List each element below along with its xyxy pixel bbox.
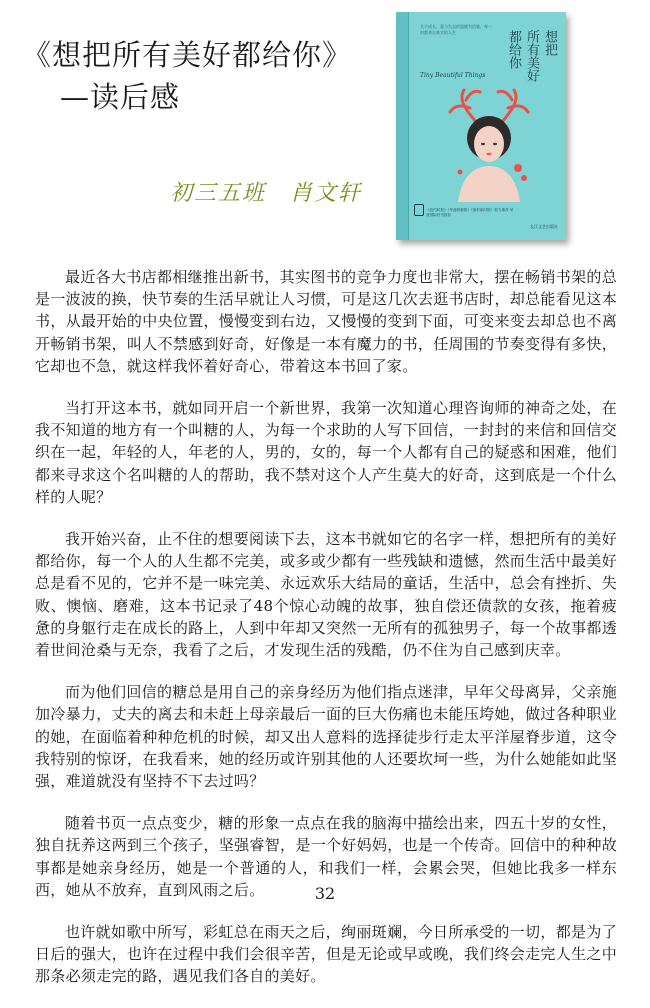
cover-title-col-2: 所有美好	[524, 30, 539, 82]
paragraph: 而为他们回信的糖总是用自己的亲身经历为他们指点迷津，早年父母离异，父亲施加冷暴力，丈夫的离去和未赶上母亲最后一面的巨大伤痛也未能压垮她，做过各种职业的她，在面临着种种危机的时候，却又出人意料的选择徒步行走太平洋屋脊步道，这令我特别的惊讶，在我看来，她的经历或许别其他的人还要坎坷一些，为什么她能如此坚强，难道就没有坚持不下去过吗？	[35, 683, 617, 791]
cover-bottom-text: 《纽约时报》《华盛顿邮报》《洛杉矶时报》强力推荐 荣获国际好书推荐	[426, 208, 514, 217]
cover-girl-illustration	[436, 82, 546, 202]
cover-title-col-3: 都给你	[506, 30, 521, 69]
cover-english-title: Tiny Beautiful Things	[420, 72, 486, 79]
paragraph: 随着书页一点点变少，糖的形象一点点在我的脑海中描绘出来，四五十岁的女性，独自抚养这两到三个孩子，坚强睿智，是一个好妈妈，也是一个传奇。回信中的种种故事都是她亲身经历，她是一个普通的人，和我们一样，会累会哭，但她比我多一样东西，她从不放弃，直到风雨之后。	[35, 814, 617, 899]
title-line-1: 《想把所有美好都给你》	[22, 38, 353, 72]
cover-title-col-1: 想把	[542, 30, 557, 56]
paragraph: 当打开这本书，就如同开启一个新世界，我第一次知道心理咨询师的神奇之处，在我不知道的地方有一个叫糖的人，为每一个求助的人写下回信，一封封的来信和回信交织在一起，年轻的人，年老的人，男的，女的，每一个人都有自己的疑惑和困难，他们都来寻求这个名叫糖的人的帮助，我不禁对这个人产生莫大的好奇，这到底是一个什么样的人呢？	[35, 399, 617, 506]
paragraph: 也许就如歌中所写，彩虹总在雨天之后，绚丽斑斓，今日所承受的一切，都是为了日后的强大，也许在过程中我们会很辛苦，但是无论或早或晚，我们终会走完人生之中那条必须走完的路，遇见我们各自的美好。	[35, 923, 617, 986]
paragraph: 我开始兴奋，止不住的想要阅读下去，这本书就如它的名字一样，想把所有的美好都给你，每一个人的人生都不完美，或多或少都有一些残缺和遗憾，然而生活中最美好总是看不见的，它并不是一味完美、永远欢乐大结局的童话，生活中，总会有挫折、失败、懊恼、磨难，这本书记录了48个惊心动魄的故事，独自偿还债款的女孩，拖着疲惫的身躯行走在成长的路上，人到中年却又突然一无所有的孤独男子，每一个故事都透着世间沧桑与无奈，我看了之后，才发现生活的残酷，仍不住为自己感到庆幸。	[35, 530, 617, 660]
paragraph: 最近各大书店都相继推出新书，其实图书的竞争力度也非常大，摆在畅销书架的总是一波波的换，快节奏的生活早就让人习惯，可是这几次去逛书店时，却总能看见这本书，从最开始的中央位置，慢慢变到右边，又慢慢的变到下面，可变来变去却总也不离开畅销书架，叫人不禁感到好奇，好像是一本有魔力的书，任周围的节奏变得有多快，它却也不急，就这样我怀着好奇心，带着这本书回了家。	[35, 268, 617, 375]
book-cover-image	[396, 12, 566, 240]
book-spine	[396, 12, 409, 240]
cover-publisher: 长江文艺出版社	[530, 224, 558, 229]
cover-blurb: 关于成长、爱与失去的温暖书信集，每一封都来自真实的人生	[420, 24, 492, 35]
title-line-2: —读后感	[60, 80, 181, 114]
cover-badge-icon	[414, 204, 424, 216]
author-byline: 初三五班 肖文轩	[170, 181, 363, 206]
essay-title	[22, 34, 402, 118]
page-number: 32	[314, 884, 336, 903]
